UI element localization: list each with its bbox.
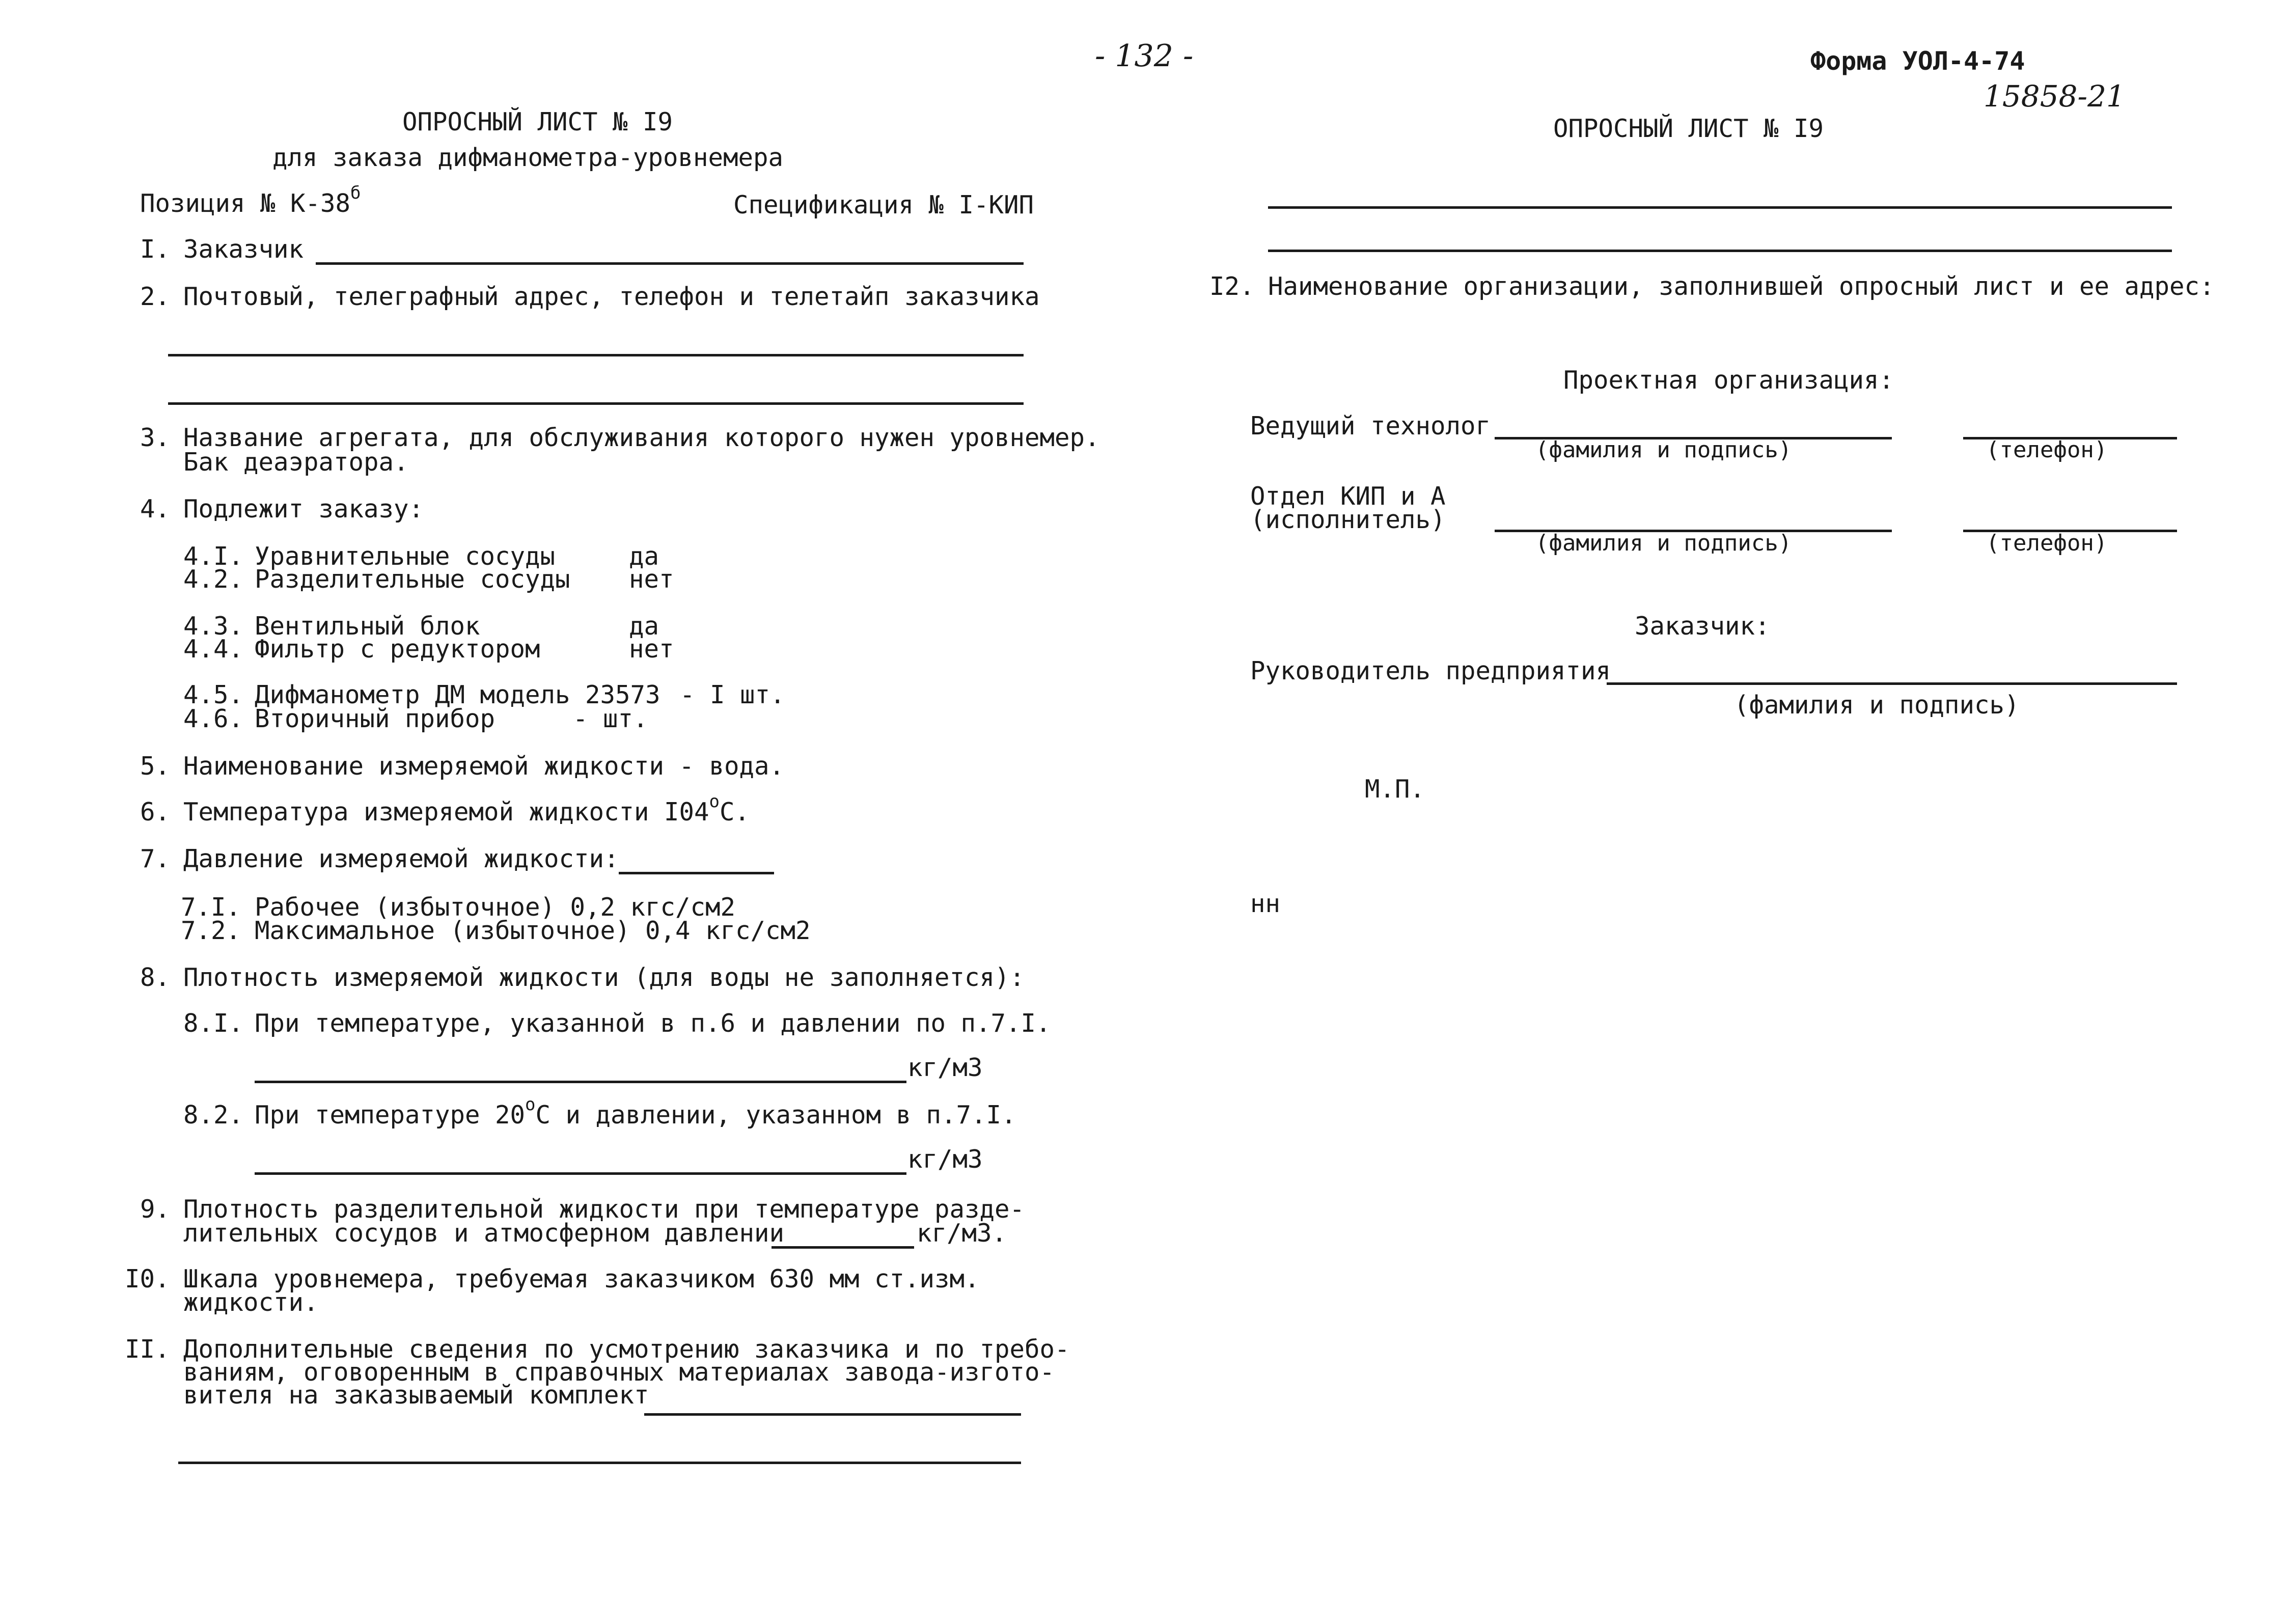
additional-info-field-2[interactable] [178,1462,1021,1464]
doc-number: 15858-21 [1984,79,2125,114]
item-11-number: II. [125,1335,170,1364]
page-number: - 132 - [1095,38,1194,74]
kip-dept-sublabel: (исполнитель) [1250,505,1446,534]
item-4-2-number: 4.2. [183,565,244,594]
item-4-5-value: - I шт. [680,680,785,709]
item-8-number: 8. [140,963,171,992]
item-11-line-1: Дополнительные сведения по усмотрению заказчика и по требо- [183,1335,1070,1364]
item-1-label: Заказчик [183,235,304,264]
left-subtitle: для заказа дифманометра-уровнемера [272,143,784,172]
item-4-6-label: Вторичный прибор [255,704,495,733]
spec-label: Спецификация № I-КИП [733,190,1034,219]
top-rule-2 [1268,250,2172,252]
item-8-1-number: 8.I. [183,1009,244,1038]
item-4-label: Подлежит заказу: [183,494,424,524]
item-7-number: 7. [140,844,171,873]
item-1-number: I. [140,235,171,264]
density-unit-1: кг/м3 [907,1053,983,1082]
item-4-number: 4. [140,494,171,524]
item-11-line-3: вителя на заказываемый комплект [183,1381,649,1410]
customer-heading: Заказчик: [1635,612,1770,641]
item-5-number: 5. [140,752,171,781]
address-field-line-1[interactable] [168,354,1024,356]
item-4-1-value: да [629,542,659,571]
item-7-2-label: Максимальное (избыточное) 0,4 кгс/см2 [255,916,811,945]
item-7-1-label: Рабочее (избыточное) 0,2 кгс/см2 [255,893,736,922]
item-4-1-label: Уравнительные сосуды [255,542,556,571]
item-4-6-number: 4.6. [183,704,244,733]
item-4-5-label: Дифманометр ДМ модель 23573 [255,680,660,709]
item-8-1-label: При температуре, указанной в п.6 и давлении по п.7.I. [255,1009,1051,1038]
lead-technologist-label: Ведущий технолог [1250,411,1491,441]
item-10-number: I0. [125,1264,170,1293]
density-unit-2: кг/м3 [907,1145,983,1174]
item-12-label: Наименование организации, заполнившей опросный лист и ее адрес: [1268,272,2215,301]
item-4-2-label: Разделительные сосуды [255,565,570,594]
item-4-4-value: нет [629,635,674,664]
item-9-line-1: Плотность разделительной жидкости при температуре разде- [183,1195,1025,1224]
item-3-line-2: Бак деаэратора. [183,448,409,477]
item-4-5-number: 4.5. [183,680,244,709]
density-field-1[interactable] [255,1081,906,1083]
item-4-4-label: Фильтр с редуктором [255,635,540,664]
item-2-label: Почтовый, телеграфный адрес, телефон и телетайп заказчика [183,282,1040,311]
item-4-3-value: да [629,612,659,641]
item-4-3-number: 4.3. [183,612,244,641]
director-label: Руководитель предприятия [1250,656,1611,685]
item-9-number: 9. [140,1195,171,1224]
density-field-2[interactable] [255,1172,906,1175]
customer-field[interactable] [316,262,1024,265]
phone-hint-1: (телефон) [1986,437,2108,463]
item-8-2-number: 8.2. [183,1100,244,1130]
separating-density-field[interactable] [772,1246,914,1249]
signature-hint-3: (фамилия и подпись) [1734,691,2020,720]
form-code: Форма УОЛ-4-74 [1810,46,2025,76]
kip-dept-label: Отдел КИП и А [1250,482,1446,511]
item-10-line-2: жидкости. [183,1288,319,1317]
pressure-field[interactable] [619,872,774,874]
stamp-label: М.П. [1365,775,1425,804]
item-2-number: 2. [140,282,171,311]
signature-hint-2: (фамилия и подпись) [1535,530,1792,556]
item-6-label: Температура измеряемой жидкости $I04^оС$. [183,791,750,827]
item-4-3-label: Вентильный блок [255,612,480,641]
address-field-line-2[interactable] [168,402,1024,405]
phone-hint-2: (телефон) [1986,530,2108,556]
item-9-unit: кг/м3. [917,1219,1007,1248]
director-signature-field[interactable] [1607,682,2177,685]
item-7-2-number: 7.2. [181,916,241,945]
item-3-line-1: Название агрегата, для обслуживания которого нужен уровнемер. [183,423,1100,452]
item-4-2-value: нет [629,565,674,594]
design-org-heading: Проектная организация: [1563,366,1894,395]
position-label: Позиция № $К-38^б$ [140,183,361,218]
item-11-line-2: ваниям, оговоренным в справочных материалах завода-изгото- [183,1358,1055,1387]
item-9-line-2: лительных сосудов и атмосферном давлении [183,1219,785,1248]
item-5-label: Наименование измеряемой жидкости - вода. [183,752,785,781]
item-8-2-label: При температуре $20^оС$ и давлении, указанном в п.7.I. [255,1094,1016,1130]
item-10-line-1: Шкала уровнемера, требуемая заказчиком 630 мм ст.изм. [183,1264,980,1293]
item-7-1-number: 7.I. [181,893,241,922]
item-6-number: 6. [140,797,171,827]
right-title: ОПРОСНЫЙ ЛИСТ № I9 [1553,114,1824,143]
item-8-label: Плотность измеряемой жидкости (для воды не заполняется): [183,963,1025,992]
item-12-number: I2. [1209,272,1255,301]
item-4-4-number: 4.4. [183,635,244,664]
signature-hint-1: (фамилия и подпись) [1535,437,1792,463]
additional-info-field-1[interactable] [644,1413,1021,1416]
left-title: ОПРОСНЫЙ ЛИСТ № I9 [402,107,673,136]
item-4-1-number: 4.I. [183,542,244,571]
item-7-label: Давление измеряемой жидкости: [183,844,619,873]
initials: нн [1250,889,1281,918]
item-4-6-value: - шт. [573,704,648,733]
top-rule-1 [1268,206,2172,209]
item-3-number: 3. [140,423,171,452]
